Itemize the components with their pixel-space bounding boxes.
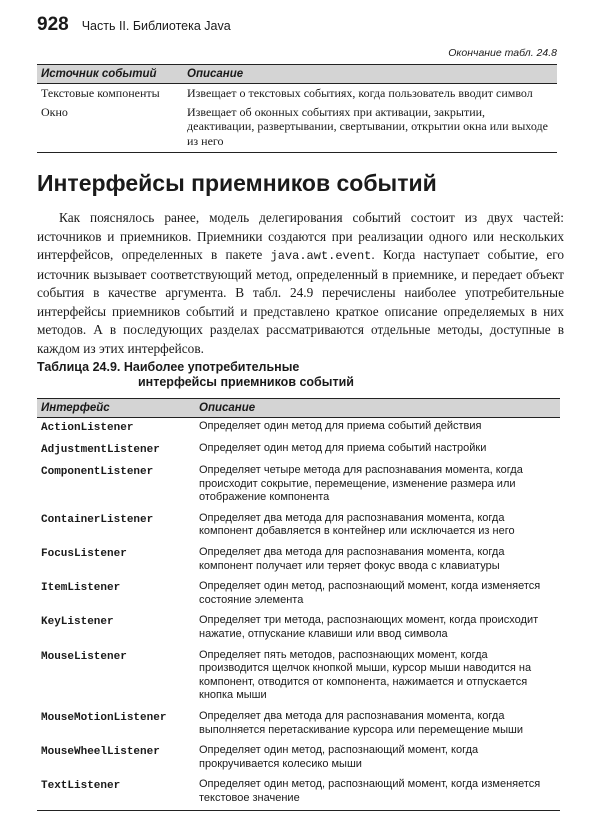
description-cell: Определяет один метод, распознающий момент, когда изменяется состояние элемента: [199, 580, 541, 606]
interface-name-cell: TextListener: [37, 776, 195, 811]
interface-name-cell: ItemListener: [41, 582, 121, 595]
description-cell: Определяет три метода, распознающих момент, когда происходит нажатие, отпускание клавиши или ввод символа: [199, 614, 539, 640]
description-cell: Определяет два метода для распознавания момента, когда компонент добавляется в контейнер или исключается из него: [199, 511, 515, 538]
event-source-cell: Текстовые компоненты: [41, 86, 160, 100]
caption-line: интерфейсы приемников событий: [138, 375, 354, 389]
body-paragraph: [37, 209, 564, 358]
table-row: [37, 612, 560, 646]
column-header-description: Описание: [195, 399, 560, 418]
table-header-row: [37, 65, 557, 84]
interface-name-cell: MouseListener: [41, 650, 127, 663]
interface-name-cell: AdjustmentListener: [41, 444, 160, 456]
description-cell: Определяет четыре метода для распознавания момента, когда происходит сокрытие, перемещение, изменение размера или отображение компонента: [199, 464, 523, 504]
table-row: [37, 103, 557, 153]
table-row: [37, 578, 560, 612]
table-row: [37, 742, 560, 776]
description-cell: Определяет один метод для приема событий настройки: [199, 442, 487, 454]
description-cell: Определяет пять методов, распознающих момент, когда производится щелчок кнопкой мыши, курсор мыши наводится на компонент, отводится от компонента, нажимается и отпускается кнопка мыши: [199, 648, 532, 702]
section-heading: Интерфейсы приемников событий: [37, 170, 437, 196]
description-cell: Извещает об оконных событиях при активации, закрытии, деактивации, развертывании, свертывании, открытии окна или выходе из него: [183, 103, 557, 153]
interface-name-cell: KeyListener: [41, 616, 114, 629]
table-caption: [37, 360, 354, 390]
column-header-source: Источник событий: [37, 65, 183, 84]
description-cell: Определяет два метода для распознавания момента, когда выполняется перетаскивание курсора или перемещение мыши: [199, 709, 523, 736]
description-cell: Определяет один метод, распознающий момент, когда прокручивается колесико мыши: [199, 744, 479, 770]
book-part-title: Часть II. Библиотека Java: [81, 19, 231, 33]
table-row: [37, 544, 560, 578]
package-name-code: java.awt.event: [270, 249, 372, 263]
caption-line: Таблица 24.9. Наиболее употребительные: [37, 360, 300, 374]
interface-name-cell: ContainerListener: [41, 513, 154, 526]
table-24-8-end: [37, 64, 557, 153]
table-row: [37, 708, 560, 742]
description-cell: Определяет один метод для приема событий действия: [199, 420, 482, 432]
paragraph-text: Как пояснялось ранее, модель делегирования событий состоит из двух частей: источников и приемников. Приемники создаются при реализации одного или нескольких интерфейсов, определенных в пакете: [37, 210, 564, 262]
event-source-cell: Окно: [37, 103, 183, 153]
paragraph-text: . Когда наступает событие, его источник вызывает соответствующий метод, определенный в приемнике, и передает объект события в качестве аргумента. В табл. 24.9 перечислены наиболее употребительные интерфейсы приемников событий и представлено краткое описание определяемых в них методов. А в последующих разделах рассматриваются отдельные методы, доступные в каждом из этих интерфейсов.: [37, 247, 564, 356]
description-cell: Определяет один метод, распознающий момент, когда изменяется текстовое значение: [195, 776, 560, 811]
interface-name-cell: MouseWheelListener: [41, 746, 160, 759]
interface-name-cell: ComponentListener: [41, 466, 154, 478]
running-head: [37, 14, 231, 36]
table-header-row: [37, 399, 560, 418]
table-row: [37, 647, 560, 708]
table-row: [37, 776, 560, 811]
description-cell: Извещает о текстовых событиях, когда пользователь вводит символ: [187, 86, 533, 100]
interface-name-cell: MouseMotionListener: [41, 711, 167, 724]
table-row: [37, 510, 560, 544]
table-row: [37, 418, 560, 441]
column-header-interface: Интерфейс: [37, 399, 195, 418]
table-row: [37, 84, 557, 103]
page-number: 928: [37, 14, 69, 35]
table-row: [37, 440, 560, 462]
description-cell: Определяет два метода для распознавания момента, когда компонент получает или теряет фокус ввода с клавиатуры: [199, 545, 505, 572]
interface-name-cell: FocusListener: [41, 547, 127, 560]
table-24-9: [37, 398, 560, 811]
table-row: [37, 462, 560, 510]
column-header-description: Описание: [183, 65, 557, 84]
table-continuation-note: Окончание табл. 24.8: [448, 47, 557, 59]
interface-name-cell: ActionListener: [41, 422, 134, 434]
